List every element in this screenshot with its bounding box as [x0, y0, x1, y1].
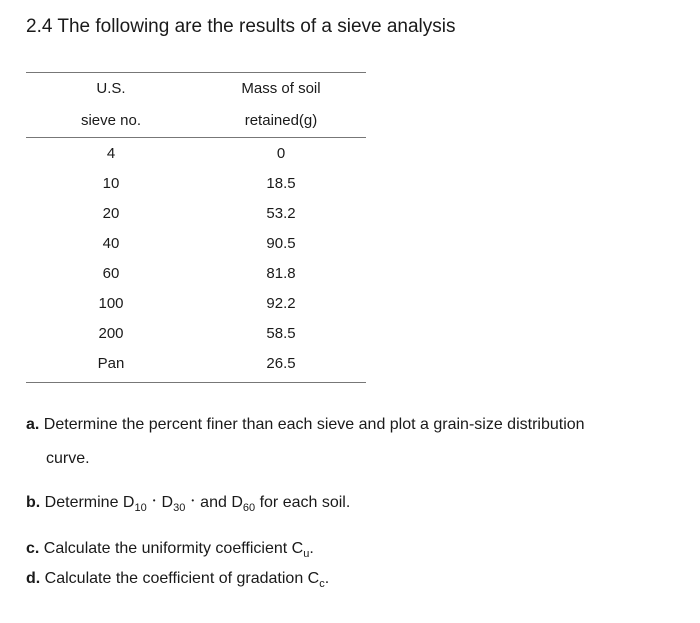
- sieve-cell: 200: [98, 325, 124, 342]
- d30-subscript: 30: [173, 502, 186, 515]
- sieve-cell: Pan: [97, 355, 125, 372]
- question-b-mid2: and D: [200, 494, 243, 511]
- question-d-post: .: [324, 570, 330, 587]
- mass-cell: 26.5: [266, 355, 296, 372]
- question-a-continuation: curve.: [46, 450, 90, 467]
- mass-cell: 18.5: [266, 175, 296, 192]
- cc-subscript: c: [319, 578, 325, 591]
- table-header-row: [26, 105, 366, 137]
- question-c: [26, 540, 314, 560]
- table-row: [26, 199, 366, 229]
- separator-dot: •: [152, 496, 156, 505]
- question-c-pre: Calculate the uniformity coefficient C: [43, 540, 304, 557]
- header-sieve-line2: sieve no.: [80, 112, 142, 129]
- table-bottom-rule: [26, 382, 366, 383]
- sieve-cell: 20: [102, 205, 120, 222]
- table-row: [26, 229, 366, 259]
- sieve-cell: 60: [102, 265, 120, 282]
- problem-title: 2.4 The following are the results of a sieve analysis: [26, 16, 456, 37]
- table-row: [26, 289, 366, 319]
- question-a: [26, 416, 585, 434]
- mass-cell: 0: [276, 145, 286, 162]
- mass-cell: 53.2: [266, 205, 296, 222]
- mass-cell: 58.5: [266, 325, 296, 342]
- table-row: [26, 169, 366, 199]
- separator-dot: •: [191, 496, 195, 505]
- d60-subscript: 60: [242, 502, 256, 515]
- sieve-cell: 4: [106, 145, 116, 162]
- sieve-cell: 40: [102, 235, 120, 252]
- question-d: [26, 570, 329, 590]
- question-b: [26, 494, 350, 514]
- question-a-label: a.: [26, 416, 40, 433]
- sieve-analysis-table: [26, 72, 366, 383]
- question-d-label: d.: [26, 570, 41, 587]
- table-header-row: [26, 73, 366, 105]
- question-d-pre: Calculate the coefficient of gradation C: [44, 570, 320, 587]
- header-mass-line1: Mass of soil: [241, 80, 321, 97]
- mass-cell: 92.2: [266, 295, 296, 312]
- table-row: [26, 319, 366, 349]
- question-b-post: for each soil.: [259, 494, 351, 511]
- mass-cell: 81.8: [266, 265, 296, 282]
- question-c-label: c.: [26, 540, 40, 557]
- question-c-post: .: [309, 540, 314, 557]
- sieve-cell: 10: [102, 175, 120, 192]
- table-row: [26, 349, 366, 379]
- question-b-pre: Determine D: [44, 494, 135, 511]
- header-sieve-line1: U.S.: [96, 80, 126, 97]
- question-a-text: Determine the percent finer than each sieve and plot a grain-size distribution: [43, 416, 585, 433]
- table-row: [26, 259, 366, 289]
- mass-cell: 90.5: [266, 235, 296, 252]
- table-row: [26, 139, 366, 169]
- cu-subscript: u: [303, 548, 310, 561]
- table-body: [26, 138, 366, 382]
- question-b-label: b.: [26, 494, 41, 511]
- question-b-mid1: D: [161, 494, 174, 511]
- header-mass-line2: retained(g): [244, 112, 318, 129]
- sieve-cell: 100: [98, 295, 124, 312]
- d10-subscript: 10: [134, 502, 147, 515]
